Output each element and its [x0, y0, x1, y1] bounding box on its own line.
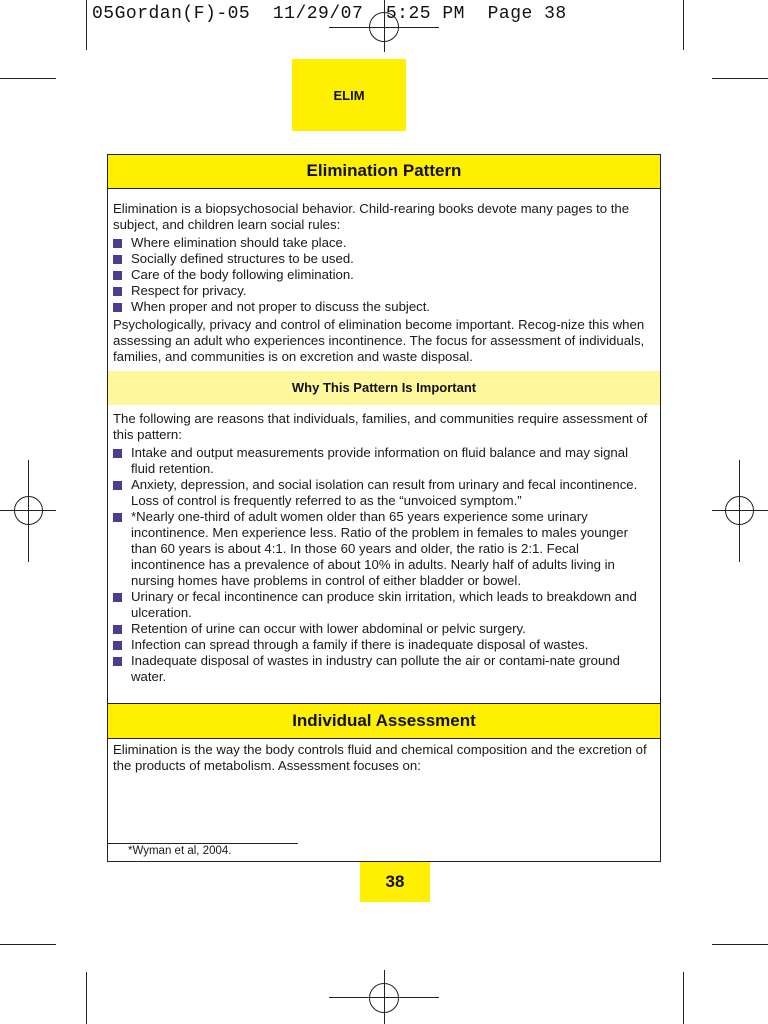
section1-intro: Elimination is a biopsychosocial behavior. Child-rearing books devote many pages to the subject, and children learn social rules:: [113, 201, 630, 232]
bullet-square-icon: [113, 303, 122, 312]
bullet-square-icon: [113, 593, 122, 602]
individual-assessment-header: Individual Assessment: [108, 703, 660, 739]
list-item: Where elimination should take place.: [113, 235, 654, 251]
section1-closing: Psychologically, privacy and control of elimination become important. Recog-nize this when assessing an adult who experiences incontinence. The focus for assessment of individuals, families, and communities is on excretion and waste disposal.: [113, 317, 645, 364]
footnote: *Wyman et al, 2004.: [108, 843, 298, 858]
crop-mark: [683, 972, 684, 1024]
page-number-box: [360, 862, 430, 902]
list-item: Intake and output measurements provide information on fluid balance and may signal fluid retention.: [113, 445, 654, 477]
list-item: Anxiety, depression, and social isolation can result from urinary and fecal incontinence. Loss of control is frequently referred to as the “unvoiced symptom.”: [113, 477, 654, 509]
list-item: Socially defined structures to be used.: [113, 251, 654, 267]
elimination-pattern-section: [108, 189, 660, 371]
list-item: Infection can spread through a family if there is inadequate disposal of wastes.: [113, 637, 654, 653]
bullet-square-icon: [113, 481, 122, 490]
list-item: When proper and not proper to discuss the subject.: [113, 299, 654, 315]
bullet-square-icon: [113, 449, 122, 458]
bullet-square-icon: [113, 625, 122, 634]
slug-page: Page 38: [487, 4, 567, 24]
bullet-square-icon: [113, 239, 122, 248]
bullet-square-icon: [113, 657, 122, 666]
why-important-subheader: Why This Pattern Is Important: [108, 371, 660, 405]
bullet-square-icon: [113, 641, 122, 650]
page-number: 38: [385, 872, 405, 891]
crop-mark: [86, 0, 87, 50]
crop-mark: [683, 0, 684, 50]
printer-slug: [92, 4, 567, 24]
crop-mark: [86, 972, 87, 1024]
list-item: *Nearly one-third of adult women older than 65 years experience some urinary incontinence. Men experience less. Ratio of the problem in females to males younger than 60 years is about 4:1. In those 60 years and older, the ratio is 2:1. Fecal incontinence has a prevalence of about 10% in adults. Nearly half of adults living in nursing homes have problems in control of either bladder or bowel.: [113, 509, 654, 589]
section2-intro: The following are reasons that individuals, families, and communities require assessment of this pattern:: [113, 411, 648, 442]
bullet-square-icon: [113, 255, 122, 264]
bullet-square-icon: [113, 271, 122, 280]
list-item: Urinary or fecal incontinence can produce skin irritation, which leads to breakdown and ulceration.: [113, 589, 654, 621]
list-item: Inadequate disposal of wastes in industry can pollute the air or contami-nate ground water.: [113, 653, 654, 685]
crop-mark: [0, 78, 56, 79]
section-tab: [292, 59, 406, 131]
why-important-section: [108, 405, 660, 703]
list-item: Retention of urine can occur with lower abdominal or pelvic surgery.: [113, 621, 654, 637]
slug-date: 11/29/07: [272, 4, 364, 24]
crop-mark: [0, 944, 56, 945]
elimination-pattern-header: Elimination Pattern: [108, 155, 660, 189]
slug-file: 05Gordan(F)-05: [92, 4, 251, 24]
bullet-square-icon: [113, 513, 122, 522]
bullet-square-icon: [113, 287, 122, 296]
individual-assessment-section: [108, 739, 660, 774]
section3-text: Elimination is the way the body controls fluid and chemical composition and the excretion of the products of metabolism. Assessment focuses on:: [113, 742, 647, 773]
section2-bullet-list: [113, 445, 654, 685]
section-tab-label: ELIM: [333, 87, 365, 103]
list-item: Respect for privacy.: [113, 283, 654, 299]
crop-mark: [712, 944, 768, 945]
crop-mark: [712, 78, 768, 79]
content-box: [107, 154, 661, 862]
slug-time: 5:25 PM: [385, 4, 465, 24]
section1-bullet-list: [113, 235, 654, 315]
list-item: Care of the body following elimination.: [113, 267, 654, 283]
